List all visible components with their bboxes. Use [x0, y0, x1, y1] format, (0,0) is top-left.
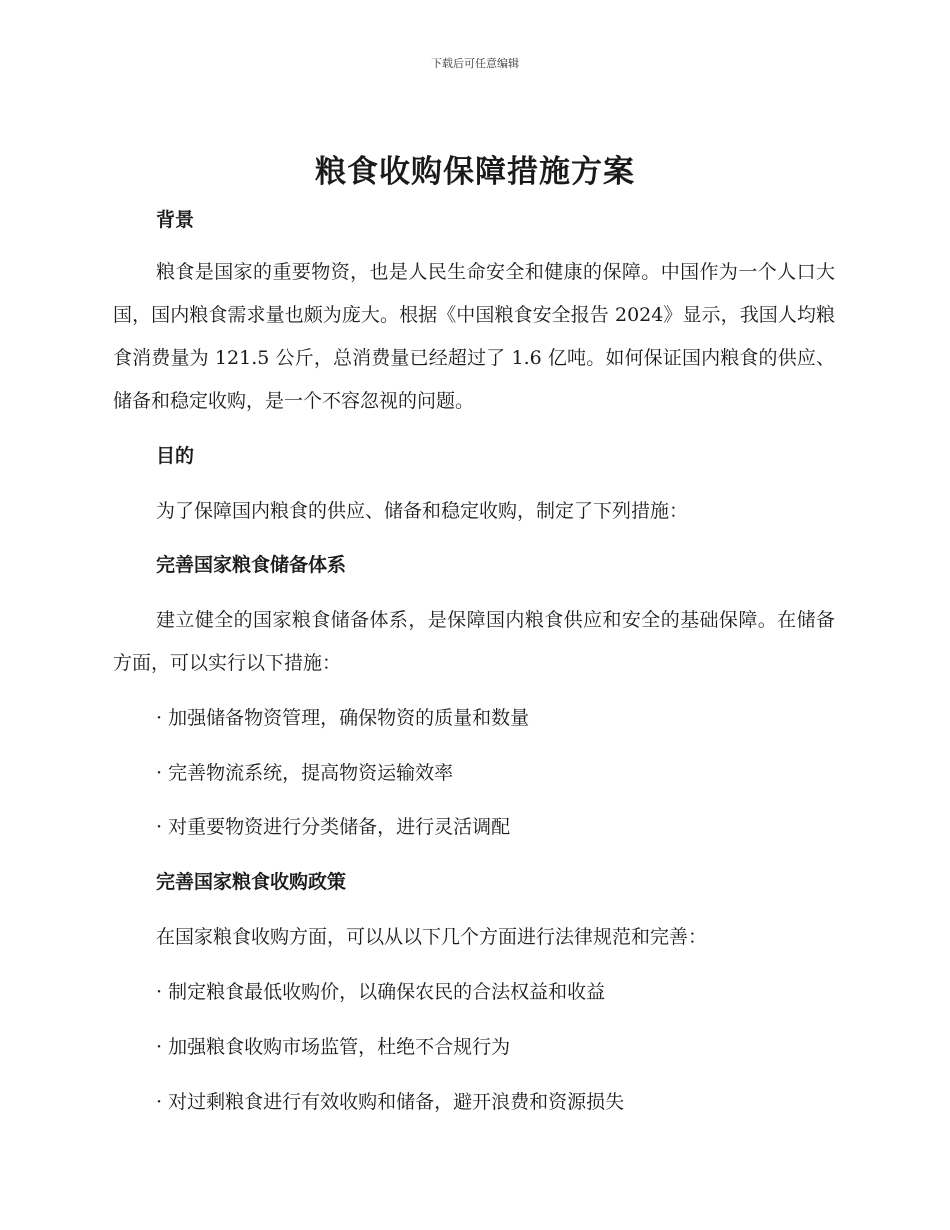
- paragraph-reserve: 建立健全的国家粮食储备体系，是保障国内粮食供应和安全的基础保障。在储备方面，可以实行以下措施：: [113, 609, 835, 674]
- purchase-item-2: · 加强粮食收购市场监管，杜绝不合规行为: [156, 1033, 510, 1061]
- paragraph-purchase: 在国家粮食收购方面，可以从以下几个方面进行法律规范和完善：: [156, 926, 708, 948]
- paragraph-background: 粮食是国家的重要物资，也是人民生命安全和健康的保障。中国作为一个人口大国，国内粮食需求量也颇为庞大。根据《中国粮食安全报告 2024》显示，我国人均粮食消费量为 121.5 公斤，总消费量已经超过了 1.6 亿吨。如何保证国内粮食的供应、储备和稳定收购，是一个不容忽视的问题。: [113, 261, 835, 412]
- header-note: 下载后可任意编辑: [431, 57, 519, 70]
- reserve-item-2: · 完善物流系统，提高物资运输效率: [156, 759, 453, 787]
- document-title: 粮食收购保障措施方案: [315, 154, 635, 190]
- reserve-item-3: · 对重要物资进行分类储备，进行灵活调配: [156, 813, 510, 841]
- heading-reserve: 完善国家粮食储备体系: [156, 554, 347, 576]
- purchase-item-3: · 对过剩粮食进行有效收购和储备，避开浪费和资源损失: [156, 1088, 624, 1116]
- purchase-item-1: · 制定粮食最低收购价，以确保农民的合法权益和收益: [156, 978, 605, 1006]
- reserve-item-1: · 加强储备物资管理，确保物资的质量和数量: [156, 704, 529, 732]
- heading-purchase: 完善国家粮食收购政策: [156, 871, 347, 893]
- heading-background: 背景: [156, 209, 195, 231]
- heading-purpose: 目的: [156, 445, 195, 467]
- paragraph-purpose: 为了保障国内粮食的供应、储备和稳定收购，制定了下列措施：: [156, 500, 689, 522]
